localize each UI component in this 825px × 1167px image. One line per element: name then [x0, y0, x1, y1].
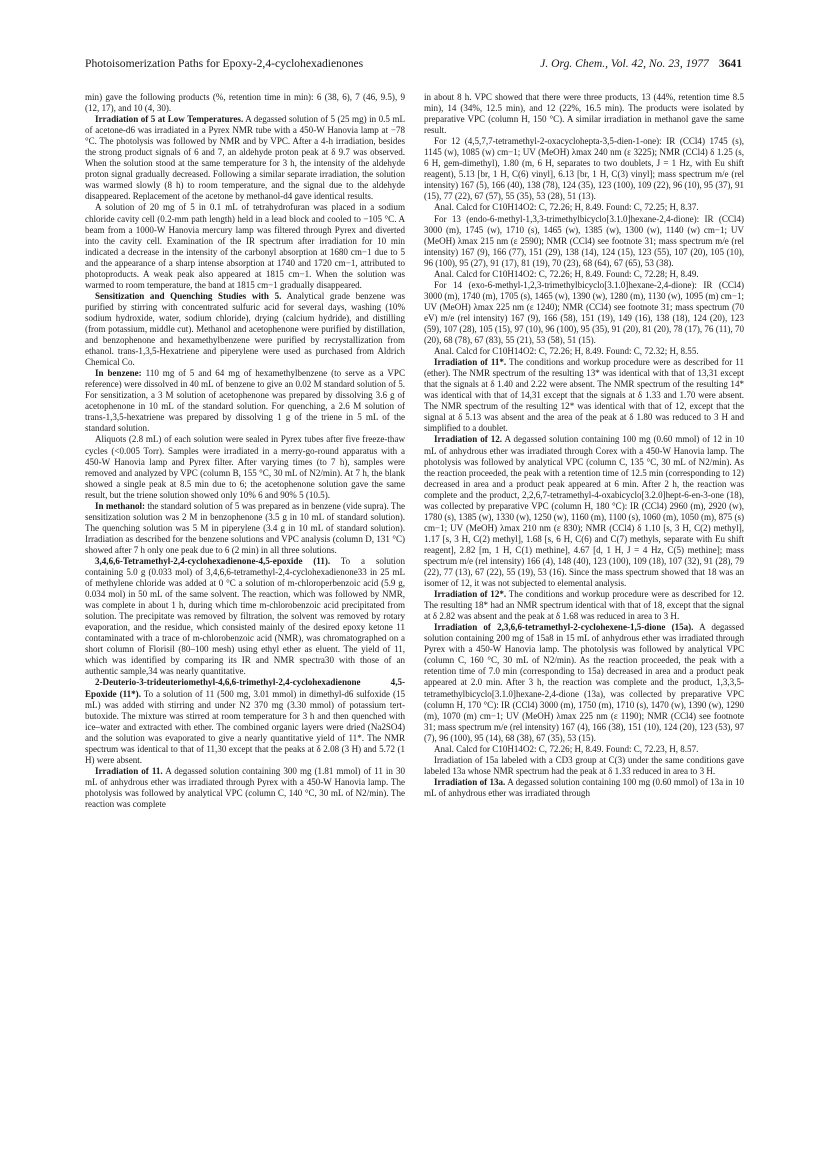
paragraph [85, 434, 405, 500]
paragraph-text: A degassed solution containing 100 mg (0.60 mmol) of 12 in 10 mL of anhydrous ether was irradiated through Corex with a 450-W Hanovia lamp. The photolysis was followed by analytical VPC (column C, 135 °C, 30 mL of N2/min). As the reaction proceeded, the peak with a retention time of 12.5 min (corresponding to 12) decreased in area and a product peak appeared at 6 min. After 2 h, the reaction was complete and the product, 2,2,6,7-tetramethyl-4-oxabicyclo[3.2.0]hept-6-en-3-one (18), was collected by preparative VPC (column H, 180 °C): IR (CCl4) 2960 (m), 2920 (w), 1780 (s), 1385 (w), 1330 (w), 1250 (w), 1160 (m), 1100 (s), 1060 (m), 1050 (m), 875 (s) cm−1; UV (MeOH) λmax 210 nm (ε 830); NMR (CCl4) δ 1.10 [s, 3 H, C(2) methyl], 1.17 [s, 3 H, C(2) methyl], 1.68 [s, 6 H, C(6) and C(7) methyls, separate with Eu shift reagent], 2.82 [m, 1 H, C(1) methine], 4.67 [d, 1 H, J = 4 Hz, C(5) methine]; mass spectrum m/e (rel intensity) 166 (4), 148 (40), 123 (100), 109 (18), 107 (32), 91 (28), 79 (22), 77 (13), 67 (22), 55 (19), 53 (16). Since the mass spectrum showed that 18 was an isomer of 12, it was not subjected to elemental analysis. [424, 434, 744, 589]
paragraph-text: A solution of 20 mg of 5 in 0.1 mL of tetrahydrofuran was placed in a sodium chloride cavity cell (0.2-mm path length) held in a lead block and cooled to −105 °C. A beam from a 1000-W Hanovia mercury lamp was filtered through Pyrex and diverted into the cavity cell. Examination of the IR spectrum after irradiation for 10 min indicated a decrease in the intensity of the carbonyl absorption at 1680 cm−1 due to 5 and the appearance of a sharp intense absorption at 1740 and 1720 cm−1, attributed to photoproducts. A weak peak also appeared at 1815 cm−1. When the solution was warmed to room temperature, the band at 1815 cm−1 gradually disappeared. [85, 202, 405, 290]
paragraph [424, 434, 744, 589]
paragraph-text: Aliquots (2.8 mL) of each solution were sealed in Pyrex tubes after five freeze-thaw cycles (<0.005 Torr). Samples were irradiated in a merry-go-round apparatus with a 450-W Hanovia lamp and Pyrex filter. After varying times (to 7 h), samples were removed and analyzed by VPC (column B, 155 °C, 30 mL of N2/min). At 7 h, the blank showed a single peak at 8.5 min due to 6; the acetophenone solution gave the same result, but the triene solution showed only 10% 6 and 90% 5 (10.5). [85, 434, 405, 500]
paragraph-text: Irradiation of 15a labeled with a CD3 group at C(3) under the same conditions gave labeled 13a whose NMR spectrum had the peak at δ 1.33 reduced in area to 3 H. [424, 754, 744, 776]
paragraph [424, 346, 744, 357]
paragraph-text: Anal. Calcd for C10H14O2: C, 72.26; H, 8.49. Found: C, 72.25; H, 8.37. [434, 202, 699, 213]
paragraph [424, 357, 744, 434]
paragraph-heading: Irradiation of 11*. [434, 357, 507, 368]
paragraph [424, 214, 744, 269]
paragraph-text: in about 8 h. VPC showed that there were three products, 13 (44%, retention time 8.5 min), 14 (34%, 12.5 min), and 12 (22%, 16.5 min). The products were isolated by preparative VPC (column H, 150 °C). A similar irradiation in methanol gave the same result. [424, 92, 744, 136]
paragraph-text: A degassed solution containing 200 mg of 15a8 in 15 mL of anhydrous ether was irradiated through Pyrex with a 450-W Hanovia lamp. The photolysis was followed by analytical VPC (column C, 160 °C, 30 mL of N2/min). As the reaction proceeded, the peak with a retention time of 7.0 min (corresponding to 15a) decreased in area and a product peak appeared at 2.0 min. After 3 h, the reaction was complete and the product, 1,3,3,5-tetramethylbicyclo[3.1.0]hexane-2,4-dione (13a), was collected by preparative VPC (column H, 170 °C): IR (CCl4) 3000 (m), 1750 (m), 1710 (s), 1470 (w), 1390 (w), 1290 (m), 1070 (m) cm−1; UV (MeOH) λmax 225 nm (ε 1190); NMR (CCl4) see footnote 31; mass spectrum m/e (rel intensity) 167 (4), 166 (38), 151 (10), 124 (20), 123 (53), 97 (7), 96 (100), 95 (14), 68 (38), 67 (35), 53 (15). [424, 622, 744, 743]
journal-citation [540, 56, 742, 72]
paragraph [85, 202, 405, 290]
paragraph-text: To a solution containing 5.0 g (0.033 mol) of 3,4,6,6-tetramethyl-2,4-cyclohexadienone33 in 25 mL of methylene chloride was added at 0 °C a solution of m-chloroperbenzoic acid (5.9 g, 0.034 mol) in 50 mL of the same solvent. The reaction, which was followed by NMR, was complete in about 1 h, during which time m-chlorobenzoic acid precipitated from solution. The precipitate was removed by filtration, the solvent was removed by rotary evaporation, and the residue, which consisted mainly of the desired epoxy ketone 11 contaminated with a trace of m-chlorobenzoic acid (NMR), was chromatographed on a short column of Florisil (80–100 mesh) using ethyl ether as eluent. The yield of 11, which was identified by comparing its IR and NMR spectra30 with those of an authentic sample,34 was nearly quantitative. [85, 555, 405, 677]
paragraph [424, 744, 744, 755]
paragraph-text: For 12 (4,5,7,7-tetramethyl-2-oxacyclohepta-3,5-dien-1-one): IR (CCl4) 1745 (s), 1145 (w), 1085 (w) cm−1; UV (MeOH) λmax 240 nm (ε 3225); NMR (CCl4) δ 1.25 (s, 6 H, gem-dimethyl), 1.80 (m, 6 H, separates to two doublets, J = 1 Hz, with Eu shift reagent), 5.13 [br, 1 H, C(6) vinyl], 6.13 [br, 1 H, C(3) vinyl]; mass spectrum m/e (rel intensity) 167 (5), 166 (40), 138 (78), 124 (35), 123 (100), 109 (22), 96 (10), 95 (37), 91 (15), 77 (22), 67 (57), 55 (35), 53 (28), 51 (13). [424, 136, 744, 202]
paragraph-heading: Irradiation of 2,3,6,6-tetramethyl-2-cyclohexene-1,5-dione (15a). [434, 622, 694, 633]
paragraph-heading: Irradiation of 13a. [434, 776, 506, 787]
paragraph-heading: Irradiation of 12. [434, 434, 503, 445]
paragraph [85, 766, 405, 810]
paragraph-text: Analytical grade benzene was purified by stirring with concentrated sulfuric acid for several days, washing (10% sodium hydroxide, water, sodium chloride), drying (calcium hydride), and distilling (from potassium, middle cut). Methanol and acetophenone were purified by distillation, and benzophenone and hexamethylbenzene were purified by recrystallization from ethanol. trans-1,3,5-Hexatriene and piperylene were used as purchased from Aldrich Chemical Co. [85, 290, 405, 368]
paragraph-text: To a solution of 11 (500 mg, 3.01 mmol) in dimethyl-d6 sulfoxide (15 mL) was added with stirring and under N2 370 mg (3.30 mmol) of potassium tert-butoxide. The mixture was stirred at room temperature for 3 h and then quenched with ice–water and extracted with ether. The combined organic layers were dried (Na2SO4) and the solution was evaporated to give a nearly quantitative yield of 11*. The NMR spectrum was identical to that of 11,30 except that the peaks at δ 2.08 (3 H) and 5.72 (1 H) were absent. [85, 688, 405, 765]
paragraph-heading: In methanol: [95, 500, 146, 511]
paragraph-heading: Irradiation of 5 at Low Temperatures. [95, 114, 244, 125]
left-column [85, 92, 405, 1142]
paragraph-text: For 14 (exo-6-methyl-1,2,3-trimethylbicyclo[3.1.0]hexane-2,4-dione): IR (CCl4) 3000 (m), 1740 (m), 1705 (s), 1465 (w), 1390 (w), 1280 (m), 1130 (w), 1095 (m) cm−1; UV (MeOH) λmax 225 nm (ε 1240); NMR (CCl4) see footnote 31; mass spectrum (70 eV) m/e (rel intensity) 167 (9), 166 (58), 151 (19), 149 (16), 138 (18), 124 (20), 123 (59), 107 (28), 105 (15), 97 (10), 96 (100), 95 (35), 91 (20), 81 (20), 78 (17), 76 (11), 70 (20), 68 (78), 67 (83), 55 (21), 53 (58), 51 (15). [424, 279, 744, 346]
running-header [85, 56, 742, 72]
journal-name: J. Org. Chem., Vol. 42, No. 23, 1977 [540, 57, 709, 70]
paragraph-heading: 2-Deuterio-3-trideuteriomethyl-4,6,6-trimethyl-2,4-cyclohexadienone 4,5-Epoxide (11*). [85, 677, 405, 699]
paragraph [85, 92, 405, 114]
paragraph [424, 269, 744, 280]
paragraph-heading: 3,4,6,6-Tetramethyl-2,4-cyclohexadienone-4,5-epoxide (11). [95, 555, 331, 566]
paragraph [85, 368, 405, 434]
paragraph [424, 280, 744, 346]
right-column [424, 92, 744, 1142]
paragraph-heading: Irradiation of 12*. [434, 589, 507, 600]
paragraph [424, 622, 744, 744]
paragraph-text: A degassed solution containing 100 mg (0.60 mmol) of 13a in 10 mL of anhydrous ether was irradiated through [424, 776, 744, 798]
paragraph-text: The conditions and workup procedure were as described for 12. The resulting 18* had an NMR spectrum identical with that of 18, except that the signal at δ 2.82 was absent and the peak at δ 1.68 was reduced in area to 3 H. [424, 589, 744, 622]
paragraph [424, 777, 744, 799]
paragraph-text: 110 mg of 5 and 64 mg of hexamethylbenzene (to serve as a VPC reference) were dissolved in 40 mL of benzene to give an 0.02 M standard solution of 5. For sensitization, a 3 M solution of acetophenone was prepared by dissolving 3.6 g of acetophenone in 10 mL of the standard solution. For quenching, a 2.6 M solution of trans-1,3,5-hexatriene was prepared by dissolving 1 g of the triene in 5 mL of the standard solution. [85, 368, 405, 434]
paragraph [424, 136, 744, 202]
paragraph-text: Anal. Calcd for C10H14O2: C, 72.26; H, 8.49. Found: C, 72.23, H, 8.57. [434, 743, 699, 754]
paragraph-heading: Sensitization and Quenching Studies with 5. [95, 290, 282, 301]
paragraph-text: A degassed solution containing 300 mg (1.81 mmol) of 11 in 30 mL of anhydrous ether was irradiated through Pyrex with a 450-W Hanovia lamp. The photolysis was followed by analytical VPC (column C, 140 °C, 30 mL of N2/min). The reaction was complete [85, 765, 405, 809]
paragraph [85, 501, 405, 556]
paragraph [85, 114, 405, 202]
paragraph-text: The conditions and workup procedure were as described for 11 (ether). The NMR spectrum of the resulting 13* was identical with that of 13,31 except that the signals at δ 1.40 and 2.22 were absent. The NMR spectrum of the resulting 14* was identical with that of 14,31 except that the signals at δ 1.33 and 1.70 were absent. The NMR spectrum of the resulting 12* was identical with that of 12, except that the signal at δ 5.13 was absent and the area of the peak at δ 1.80 was reduced to 3 H and simplified to a doublet. [424, 357, 744, 434]
paragraph-heading: Irradiation of 11. [95, 765, 163, 776]
paragraph [85, 556, 405, 678]
paragraph [424, 589, 744, 622]
paragraph-heading: In benzene: [95, 368, 142, 379]
paragraph [424, 755, 744, 777]
paragraph-text: min) gave the following products (%, retention time in min): 6 (38, 6), 7 (46, 9.5), 9 (12, 17), and 10 (4, 30). [85, 92, 405, 114]
paragraph [85, 677, 405, 765]
paragraph-text: Anal. Calcd for C10H14O2: C, 72.26; H, 8.49. Found: C, 72.28; H, 8.49. [434, 268, 699, 279]
paragraph-text: the standard solution of 5 was prepared as in benzene (vide supra). The sensitization solution was 2 M in benzophenone (3.5 g in 10 mL of standard solution). The quenching solution was 5 M in piperylene (3.4 g in 10 mL of standard solution). Irradiation as described for the benzene solutions and VPC analysis (column D, 131 °C) showed after 7 h only one peak due to 6 (2 min) in all three solutions. [85, 500, 405, 555]
page-number: 3641 [718, 57, 742, 70]
paragraph [424, 92, 744, 136]
paragraph-text: For 13 (endo-6-methyl-1,3,3-trimethylbicyclo[3.1.0]hexane-2,4-dione): IR (CCl4) 3000 (m), 1745 (w), 1710 (s), 1465 (w), 1385 (w), 1300 (w), 1140 (w) cm−1; UV (MeOH) λmax 215 nm (ε 2590); NMR (CCl4) see footnote 31; mass spectrum m/e (rel intensity) 167 (9), 166 (77), 151 (29), 138 (14), 124 (15), 123 (55), 107 (20), 105 (10), 96 (100), 95 (27), 91 (17), 81 (19), 70 (23), 68 (64), 67 (65), 53 (38). [424, 213, 744, 268]
paragraph-text: A degassed solution of 5 (25 mg) in 0.5 mL of acetone-d6 was irradiated in a Pyrex NMR tube with a 450-W Hanovia lamp at −78 °C. The photolysis was followed by NMR and by VPC. After a 4-h irradiation, besides the strong product signals of 6 and 7, an aldehyde proton peak at δ 9.7 was observed. When the solution stood at the same temperature for 3 h, the intensity of the aldehyde proton signal gradually decreased. Following a similar separate irradiation, the solution was warmed slowly (8 h) to room temperature, and the signal due to the aldehyde disappeared. Replacement of the acetone by methanol-d4 gave identical results. [85, 114, 405, 202]
paragraph [424, 202, 744, 213]
paragraph-text: Anal. Calcd for C10H14O2: C, 72.26; H, 8.49. Found: C, 72.32; H, 8.55. [434, 346, 699, 357]
running-title: Photoisomerization Paths for Epoxy-2,4-cyclohexadienones [85, 57, 364, 70]
paragraph [85, 291, 405, 368]
